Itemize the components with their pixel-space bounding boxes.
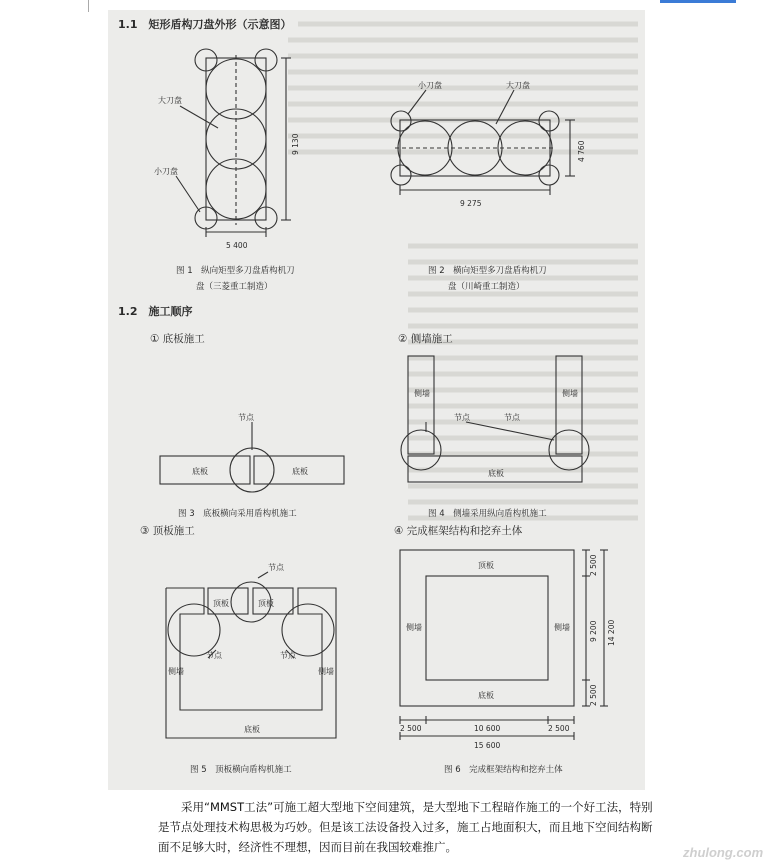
fig4-node-right: 节点 — [504, 413, 520, 422]
top-divider — [88, 0, 89, 12]
fig6-dim-2500-top: 2 500 — [589, 554, 598, 576]
figure-drawing — [108, 10, 645, 790]
fig2-caption-line1: 图 2 横向矩型多刀盘盾构机刀 — [428, 266, 547, 276]
section-1-1-heading: 1.1 矩形盾构刀盘外形（示意图） — [118, 18, 292, 31]
fig5-wall-right: 侧墙 — [318, 667, 334, 676]
fig5-node-left: 节点 — [206, 651, 222, 660]
fig2-big-cutter-label: 大刀盘 — [506, 81, 530, 90]
fig3-drawing — [160, 422, 344, 492]
fig2-width-dim: 9 275 — [460, 199, 482, 208]
step1-label: ① 底板施工 — [150, 333, 205, 345]
fig2-caption-line2: 盘（川崎重工制造） — [448, 282, 525, 292]
fig1-width-dim: 5 400 — [226, 241, 248, 250]
fig3-node-label: 节点 — [238, 413, 254, 422]
fig5-roof-left: 顶板 — [213, 599, 229, 608]
body-paragraph — [158, 797, 663, 857]
fig3-slab-left: 底板 — [192, 467, 208, 476]
fig5-node-top: 节点 — [268, 563, 284, 572]
step3-label: ③ 顶板施工 — [140, 525, 195, 537]
fig4-node-left: 节点 — [454, 413, 470, 422]
fig5-wall-left: 侧墙 — [168, 667, 184, 676]
fig2-small-cutter-label: 小刀盘 — [418, 81, 442, 90]
fig1-height-dim: 9 130 — [291, 133, 300, 155]
fig6-dim-2500-right: 2 500 — [548, 724, 570, 733]
step4-label: ④ 完成框架结构和挖弃土体 — [394, 525, 523, 537]
fig3-slab-right: 底板 — [292, 467, 308, 476]
fig4-slab-label: 底板 — [488, 469, 504, 478]
fig6-slab-label: 底板 — [478, 691, 494, 700]
fig5-node-right: 节点 — [280, 651, 296, 660]
top-accent-bar — [660, 0, 736, 3]
fig5-caption: 图 5 顶板横向盾构机施工 — [190, 765, 292, 775]
fig6-dim-10600: 10 600 — [474, 724, 501, 733]
fig1-drawing — [176, 49, 291, 237]
section-1-2-heading: 1.2 施工顺序 — [118, 305, 193, 318]
scanned-figure-page — [108, 10, 645, 790]
fig5-slab-label: 底板 — [244, 725, 260, 734]
fig2-height-dim: 4 760 — [577, 140, 586, 162]
fig6-drawing — [400, 550, 608, 740]
fig5-roof-right: 顶板 — [258, 599, 274, 608]
fig1-small-cutter-label: 小刀盘 — [154, 167, 178, 176]
fig6-dim-15600: 15 600 — [474, 741, 501, 750]
fig6-dim-14200: 14 200 — [607, 619, 616, 646]
fig5-drawing — [166, 572, 336, 738]
fig6-dim-9200: 9 200 — [589, 620, 598, 642]
fig1-big-cutter-label: 大刀盘 — [158, 96, 182, 105]
body-paragraph-text: 采用“MMST工法”可施工超大型地下空间建筑，是大型地下工程暗作施工的一个好工法，特别是节点处理技术构思极为巧妙。但是该工法设备投入过多，施工占地面积大，而且地下空间结构断面不足够大时，经济性不理想，因而目前在我国较难推广。 — [158, 800, 653, 854]
fig6-wall-left: 侧墙 — [406, 623, 422, 632]
fig6-caption: 图 6 完成框架结构和挖弃土体 — [444, 765, 563, 775]
step2-label: ② 侧墙施工 — [398, 333, 453, 345]
fig3-caption: 图 3 底板横向采用盾构机施工 — [178, 509, 297, 519]
fig4-caption: 图 4 侧墙采用纵向盾构机施工 — [428, 509, 547, 519]
fig4-wall-right: 侧墙 — [562, 389, 578, 398]
fig6-dim-2500-bottom: 2 500 — [589, 684, 598, 706]
fig1-caption-line1: 图 1 纵向矩型多刀盘盾构机刀 — [176, 266, 295, 276]
fig6-dim-2500-left: 2 500 — [400, 724, 422, 733]
watermark-logo: zhulong.com — [683, 845, 764, 860]
fig6-wall-right: 侧墙 — [554, 623, 570, 632]
fig1-caption-line2: 盘（三菱重工制造） — [196, 282, 273, 292]
fig4-wall-left: 侧墙 — [414, 389, 430, 398]
fig6-roof-label: 顶板 — [478, 561, 494, 570]
